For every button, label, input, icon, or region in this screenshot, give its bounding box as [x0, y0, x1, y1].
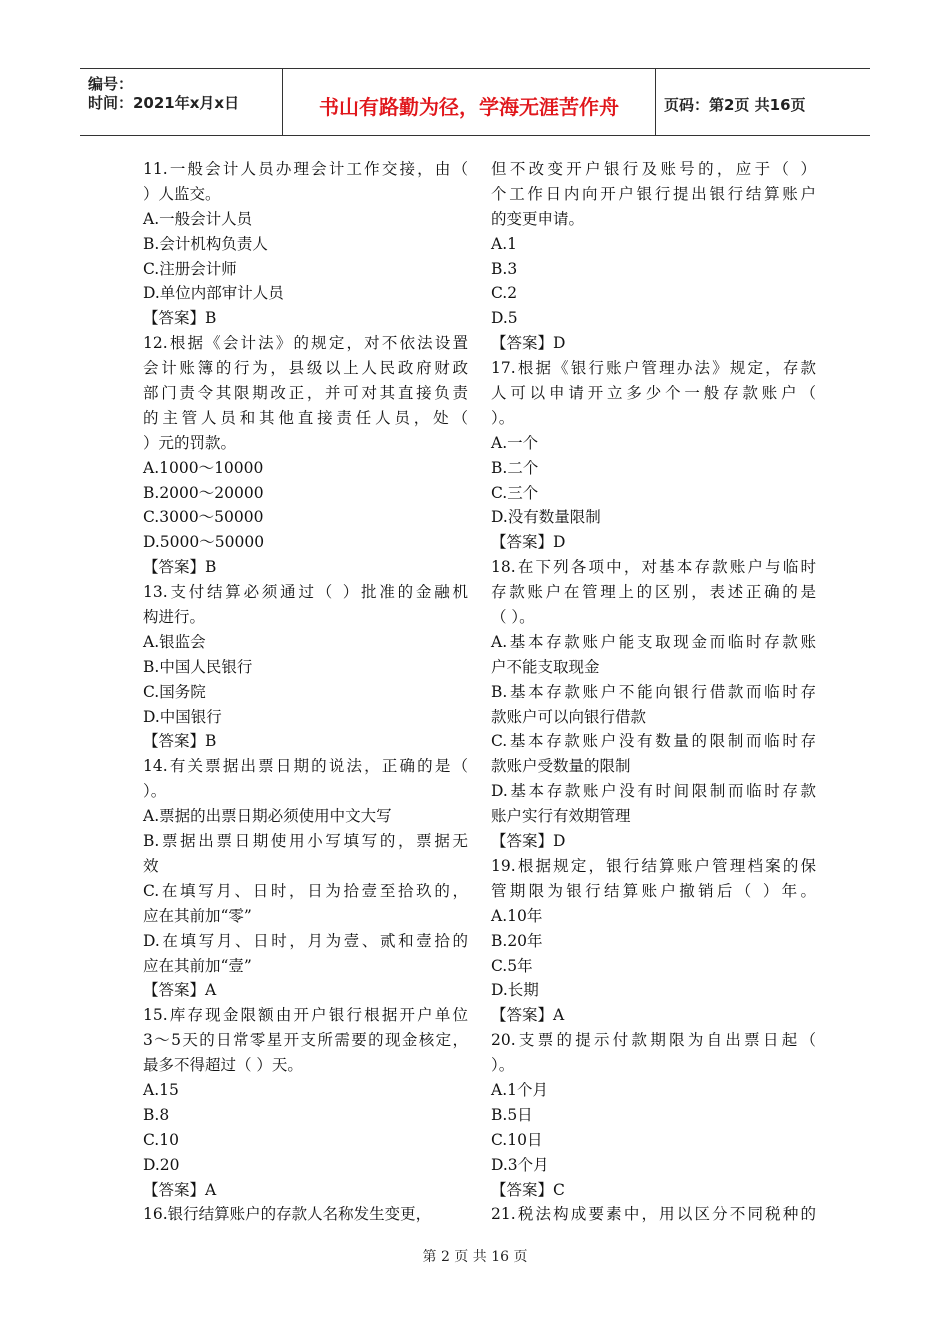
text-line: 部门责令其限期改正，并可对其直接负责	[143, 384, 468, 403]
text-line: 20.支票的提示付款期限为自出票日起（	[491, 1031, 816, 1050]
left-column	[143, 157, 468, 1227]
text-line: 效	[143, 856, 159, 875]
text-line: 14.有关票据出票日期的说法，正确的是（	[143, 757, 468, 776]
text-line: A.票据的出票日期必须使用中文大写	[143, 807, 392, 826]
text-line: 17.根据《银行账户管理办法》规定，存款	[491, 359, 816, 378]
text-line: D.没有数量限制	[491, 508, 601, 527]
text-line: 【答案】A	[143, 981, 217, 1000]
text-line: D.在填写月、日时，月为壹、贰和壹拾的	[143, 931, 468, 950]
text-line: A.15	[143, 1080, 179, 1099]
text-line: A.一个	[491, 433, 539, 452]
text-line: A.1	[491, 234, 517, 253]
text-line: C.3000～50000	[143, 508, 264, 527]
text-line: 18.在下列各项中，对基本存款账户与临时	[491, 558, 816, 577]
text-line: B.二个	[491, 458, 539, 477]
serial-number-label: 编号：	[88, 75, 134, 93]
text-line: 最多不得超过（ ）天。	[143, 1056, 303, 1075]
text-line: A.银监会	[143, 632, 206, 651]
text-line: 应在其前加“壹”	[143, 956, 252, 975]
text-line: C.2	[491, 284, 518, 303]
text-line: A.1个月	[491, 1080, 548, 1099]
text-line: 11.一般会计人员办理会计工作交接，由（	[143, 160, 468, 178]
text-line: 13.支付结算必须通过（ ）批准的金融机	[143, 583, 468, 602]
text-line: 16.银行结算账户的存款人名称发生变更，	[143, 1205, 432, 1224]
text-line: B.20年	[491, 931, 543, 950]
text-line: 【答案】B	[143, 309, 217, 328]
text-line: C.国务院	[143, 682, 206, 701]
text-line: 会计账簿的行为，县级以上人民政府财政	[143, 359, 468, 378]
text-line: C.10	[143, 1130, 179, 1149]
text-line: B.中国人民银行	[143, 657, 253, 676]
text-line: 个工作日内向开户银行提出银行结算账户	[491, 184, 816, 203]
text-line: C.注册会计师	[143, 259, 237, 278]
page-footer: 第 2 页 共 16 页	[422, 1249, 528, 1265]
text-line: B.3	[491, 259, 518, 278]
text-line: C.10日	[491, 1130, 543, 1149]
text-line: 【答案】B	[143, 558, 217, 577]
header-motto-cell	[282, 69, 656, 135]
text-line: 19.根据规定，银行结算账户管理档案的保	[491, 856, 816, 875]
text-line: B.票据出票日期使用小写填写的，票据无	[143, 832, 468, 851]
header-meta-cell	[80, 69, 282, 135]
text-line: ）元的罚款。	[143, 433, 237, 452]
text-line: 12.根据《会计法》的规定，对不依法设置	[143, 334, 468, 353]
text-line: A.基本存款账户能支取现金而临时存款账	[491, 632, 816, 651]
motto-text: 书山有路勤为径，学海无涯苦作舟	[319, 95, 619, 119]
text-line: B.会计机构负责人	[143, 234, 268, 253]
text-line: ）。	[491, 408, 515, 427]
text-line: 【答案】A	[143, 1180, 217, 1199]
text-line: 人可以申请开立多少个一般存款账户（	[491, 384, 816, 403]
text-line: 的主管人员和其他直接责任人员，处（	[143, 408, 468, 427]
text-line: A.10年	[491, 906, 543, 925]
text-line: ）人监交。	[143, 184, 221, 203]
text-line: 账户实行有效期管理	[491, 807, 631, 826]
text-line: 款账户可以向银行借款	[491, 707, 647, 726]
text-line: 的变更申请。	[491, 209, 585, 228]
text-line: C.在填写月、日时，日为拾壹至拾玖的，	[143, 881, 468, 900]
text-line: B.基本存款账户不能向银行借款而临时存	[491, 682, 816, 701]
text-line: C.5年	[491, 956, 533, 975]
text-line: D.单位内部审计人员	[143, 284, 284, 303]
text-line: D.5	[491, 309, 518, 328]
text-line: 应在其前加“零”	[143, 906, 252, 925]
text-line: D.基本存款账户没有时间限制而临时存款	[491, 782, 816, 801]
page-info: 页码：第2页 共16页	[664, 96, 806, 114]
text-line: （ ）。	[491, 608, 535, 627]
text-line: 【答案】C	[491, 1180, 565, 1199]
text-line: 管期限为银行结算账户撤销后（ ）年。	[491, 881, 816, 900]
text-line: 存款账户在管理上的区别，表述正确的是	[491, 583, 816, 602]
text-line: ）。	[491, 1056, 515, 1075]
text-line: ）。	[143, 782, 167, 801]
text-line: B.5日	[491, 1105, 533, 1124]
text-line: 【答案】D	[491, 533, 566, 552]
header-page-cell	[654, 69, 870, 135]
text-line: D.5000～50000	[143, 533, 265, 552]
text-line: A.1000～10000	[143, 458, 264, 477]
text-line: 户不能支取现金	[491, 657, 600, 676]
text-line: D.20	[143, 1155, 180, 1174]
text-line: 21.税法构成要素中，用以区分不同税种的	[491, 1205, 816, 1224]
text-line: D.中国银行	[143, 707, 222, 726]
text-line: B.8	[143, 1105, 170, 1124]
text-line: C.三个	[491, 483, 539, 502]
text-line: 但不改变开户银行及账号的，应于（ ）	[491, 160, 816, 178]
text-line: 【答案】D	[491, 832, 566, 851]
text-line: 【答案】B	[143, 732, 217, 751]
text-line: 款账户受数量的限制	[491, 757, 631, 776]
text-line: D.长期	[491, 981, 539, 1000]
right-column	[491, 157, 816, 1227]
text-line: 【答案】A	[491, 1006, 565, 1025]
text-line: A.一般会计人员	[143, 209, 253, 228]
text-line: 15.库存现金限额由开户银行根据开户单位	[143, 1006, 468, 1025]
text-line: B.2000～20000	[143, 483, 264, 502]
text-line: C.基本存款账户没有数量的限制而临时存	[491, 732, 816, 751]
text-line: 构进行。	[143, 608, 206, 627]
date-label: 时间：2021年x月x日	[88, 94, 240, 112]
text-line: 3～5天的日常零星开支所需要的现金核定，	[143, 1031, 468, 1050]
text-line: D.3个月	[491, 1155, 549, 1174]
page-header	[80, 68, 870, 136]
text-line: 【答案】D	[491, 334, 566, 353]
